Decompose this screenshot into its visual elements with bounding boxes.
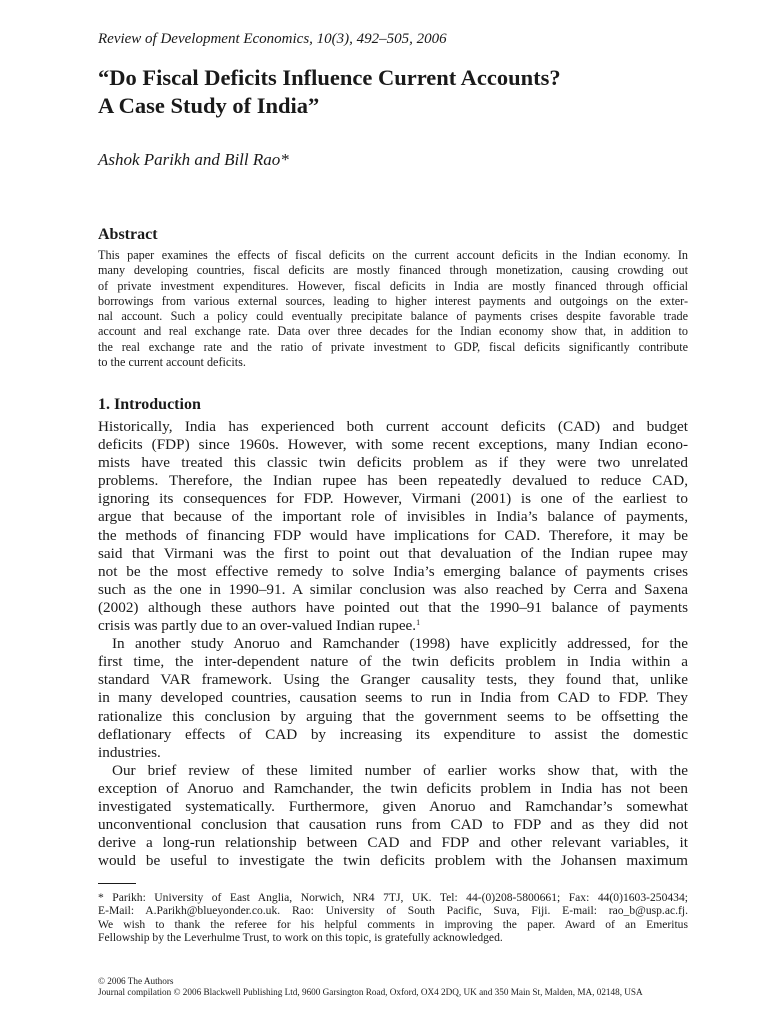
body-line: rationalize this conclusion by arguing that the government seems to be offsetting the <box>98 707 688 725</box>
abstract-text <box>98 248 688 370</box>
body-line: In another study Anoruo and Ramchander (1998) have explicitly addressed, for the <box>112 635 688 653</box>
footnote-line: * Parikh: University of East Anglia, Norwich, NR4 7TJ, UK. Tel: 44-(0)208-5800661; Fax: 44(0)1603-250434; <box>98 891 688 904</box>
abstract-heading: Abstract <box>98 226 158 243</box>
body-line: first time, the inter-dependent nature of the twin deficits problem in India within a <box>98 653 688 671</box>
paper-title <box>98 64 688 120</box>
copyright-line-2: Journal compilation © 2006 Blackwell Publishing Ltd, 9600 Garsington Road, Oxford, OX4 2DQ, UK and 350 Main St, Malden, MA, 02148, USA <box>98 986 643 997</box>
body-line: industries. <box>98 743 161 761</box>
body-line: unconventional conclusion that causation runs from CAD to FDP and as they did not <box>98 816 688 834</box>
introduction-body <box>98 418 688 870</box>
footnote-marker[interactable]: 1 <box>416 618 421 628</box>
footnote-divider <box>98 883 136 884</box>
body-line: such as the one in 1990–91. A similar conclusion was also reached by Cerra and Saxena <box>98 580 688 598</box>
footnote-line: Fellowship by the Leverhulme Trust, to work on this topic, is gratefully acknowledged. <box>98 930 503 944</box>
abstract-line: to the current account deficits. <box>98 355 246 370</box>
abstract-line: account and real exchange rate. Data over three decades for the Indian economy show that, in addition to <box>98 324 688 339</box>
body-line-text: crisis was partly due to an over-valued Indian rupee. <box>98 617 417 635</box>
body-line: deflationary effects of CAD by increasing its expenditure to assist the domestic <box>98 725 688 743</box>
body-line: argue that because of the important role of invisibles in India’s balance of payments, <box>98 508 688 526</box>
abstract-line: of private investment expenditures. However, fiscal deficits in India are mostly financed through official <box>98 278 688 293</box>
abstract-line: This paper examines the effects of fiscal deficits on the current account deficits in the Indian economy. In <box>98 248 688 262</box>
copyright-notice <box>98 976 688 997</box>
body-line: investigated systematically. Furthermore, given Anoruo and Ramchandar’s somewhat <box>98 797 688 815</box>
body-line: exception of Anoruo and Ramchander, the twin deficits problem in India has not been <box>98 779 688 797</box>
author-names: Ashok Parikh and Bill Rao* <box>98 150 289 169</box>
body-line: the methods of financing FDP would have implications for CAD. Therefore, it may be <box>98 526 688 544</box>
footnote-line: E-Mail: A.Parikh@blueyonder.co.uk. Rao: University of South Pacific, Suva, Fiji. E-mail: rao_b@usp.ac.fj. <box>98 904 688 918</box>
body-line: mists have treated this classic twin deficits problem as if they were two unrelated <box>98 454 688 472</box>
body-line: derive a long-run relationship between CAD and FDP and other relevant variables, it <box>98 834 688 852</box>
abstract-line: the real exchange rate and the ratio of private investment to GDP, fiscal deficits significantly contribute <box>98 339 688 354</box>
title-line-1: “Do Fiscal Deficits Influence Current Accounts? <box>98 65 561 90</box>
abstract-line: nal account. Such a policy could eventually precipitate balance of payments crises despite favorable trade <box>98 309 688 324</box>
abstract-line: borrowings from various external sources, leading to higher interest payments and outgoings on the exter- <box>98 293 688 308</box>
author-footnote <box>98 891 688 944</box>
abstract-line: many developing countries, fiscal deficits are mostly financed through monetization, causing crowding out <box>98 263 688 278</box>
body-line: standard VAR framework. Using the Granger causality tests, they found that, unlike <box>98 671 688 689</box>
introduction-heading: 1. Introduction <box>98 396 201 413</box>
copyright-line-1: © 2006 The Authors <box>98 976 174 986</box>
body-line: (2002) although these authors have pointed out that the 1990–91 balance of payments <box>98 598 688 616</box>
body-line: Historically, India has experienced both current account deficits (CAD) and budget <box>98 418 688 435</box>
body-line: problems. Therefore, the Indian rupee has been repeatedly devalued to reduce CAD, <box>98 472 688 490</box>
body-line: ignoring its consequences for FDP. However, Virmani (2001) is one of the earliest to <box>98 490 688 508</box>
body-line <box>98 617 688 635</box>
body-line: in many developed countries, causation seems to run in India from CAD to FDP. They <box>98 689 688 707</box>
title-line-2: A Case Study of India” <box>98 93 320 118</box>
footnote-line: We wish to thank the referee for his helpful comments in improving the paper. Award of an Emeritus <box>98 917 688 931</box>
body-line: deficits (FDP) since 1960s. However, with some recent exceptions, many Indian econo- <box>98 436 688 454</box>
journal-citation: Review of Development Economics, 10(3), 492–505, 2006 <box>98 31 447 47</box>
body-line: not be the most effective remedy to solve India’s emerging balance of payments crises <box>98 562 688 580</box>
body-line: Our brief review of these limited number of earlier works show that, with the <box>112 761 688 779</box>
body-line: would be useful to investigate the twin deficits problem with the Johansen maximum <box>98 852 688 870</box>
body-line: said that Virmani was the first to point out that devaluation of the Indian rupee may <box>98 544 688 562</box>
